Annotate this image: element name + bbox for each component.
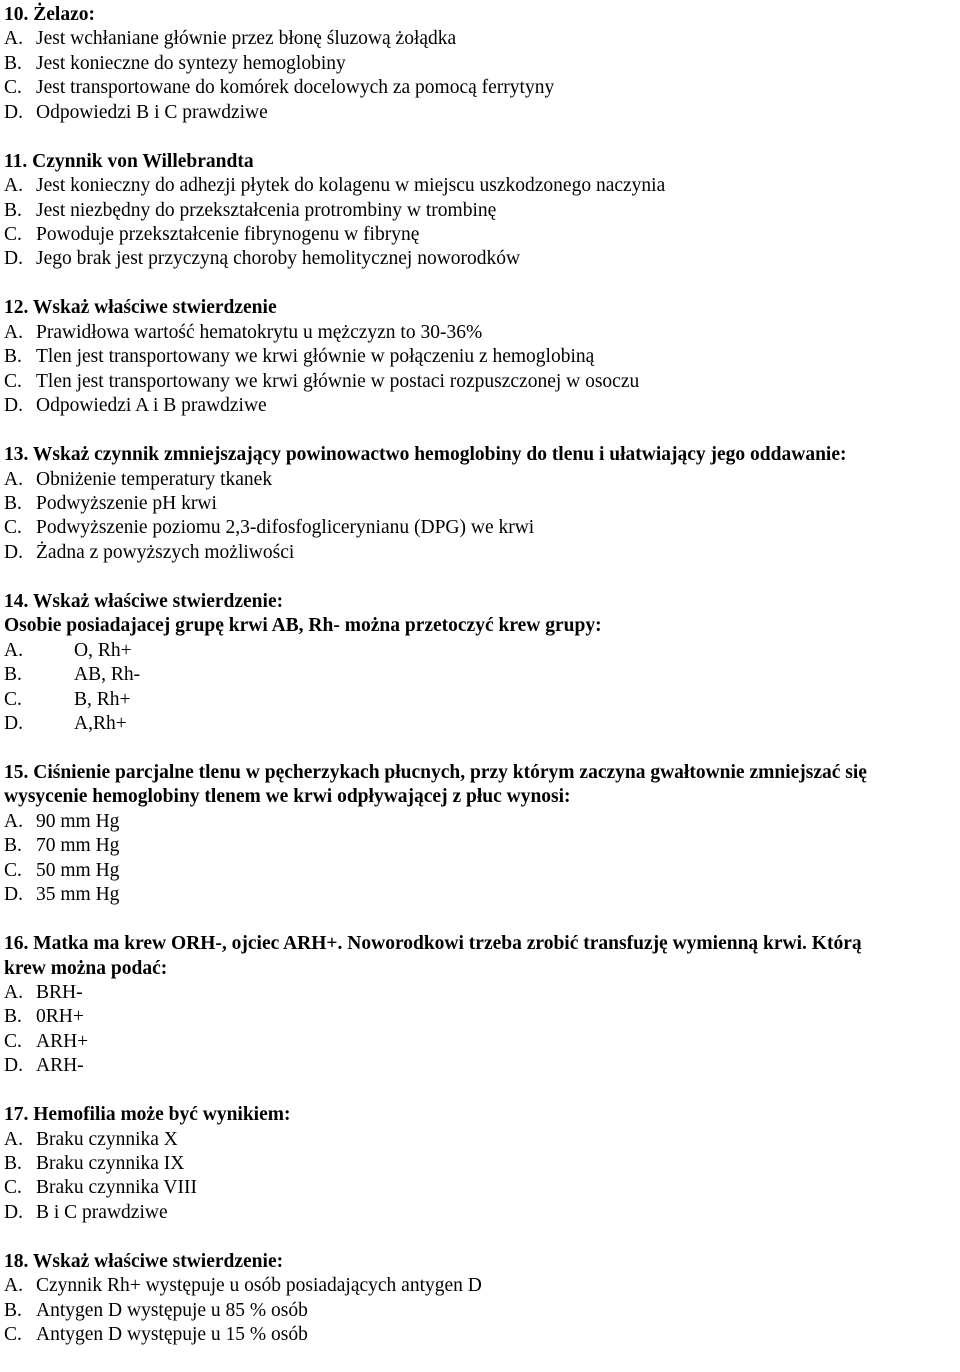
option-text: Antygen D występuje u 15 % osób — [36, 1324, 308, 1346]
answer-option-c — [4, 1323, 956, 1347]
answer-option-b — [4, 663, 956, 687]
option-text: Braku czynnika VIII — [36, 1177, 197, 1199]
option-text: Prawidłowa wartość hematokrytu u mężczyzn to 30-36% — [36, 321, 483, 343]
option-text: Jest konieczny do adhezji płytek do kolagenu w miejscu uszkodzonego naczynia — [36, 175, 666, 197]
option-text: 35 mm Hg — [36, 884, 120, 906]
option-letter: A. — [4, 810, 23, 832]
option-letter: A. — [4, 468, 23, 490]
option-text: Jest niezbędny do przekształcenia protrombiny w trombinę — [36, 199, 497, 221]
option-letter: D. — [4, 395, 23, 417]
answer-option-a — [4, 468, 956, 492]
option-text: Jest konieczne do syntezy hemoglobiny — [36, 52, 346, 74]
answer-option-a — [4, 1274, 956, 1298]
answer-option-b — [4, 492, 956, 516]
answer-option-d — [4, 1054, 956, 1078]
option-letter: C. — [4, 223, 22, 245]
option-letter: D. — [4, 101, 23, 123]
question-title: 14. Wskaż właściwe stwierdzenie: — [4, 590, 284, 612]
option-text: O, Rh+ — [74, 639, 132, 661]
answer-option-b — [4, 1005, 956, 1029]
option-text: Powoduje przekształcenie fibrynogenu w fibrynę — [36, 223, 420, 245]
answer-option-b — [4, 52, 956, 76]
option-letter: D. — [4, 884, 23, 906]
option-text: Odpowiedzi A i B prawdziwe — [36, 395, 267, 417]
option-text: BRH- — [36, 981, 83, 1003]
option-text: Czynnik Rh+ występuje u osób posiadających antygen D — [36, 1275, 482, 1297]
option-letter: B. — [4, 346, 22, 368]
option-letter: B. — [4, 835, 22, 857]
answer-option-a — [4, 174, 956, 198]
question-title: 17. Hemofilia może być wynikiem: — [4, 1104, 291, 1126]
option-text: B i C prawdziwe — [36, 1201, 168, 1223]
answer-option-d — [4, 101, 956, 125]
option-letter: C. — [4, 688, 22, 710]
answer-option-a — [4, 1128, 956, 1152]
question-subtitle: Osobie posiadajacej grupę krwi AB, Rh- można przetoczyć krew grupy: — [4, 615, 602, 637]
option-text: Obniżenie temperatury tkanek — [36, 468, 273, 490]
option-text: Braku czynnika IX — [36, 1153, 185, 1175]
option-text: Braku czynnika X — [36, 1128, 178, 1150]
option-letter: C. — [4, 517, 22, 539]
option-text: Podwyższenie pH krwi — [36, 492, 217, 514]
option-letter: D. — [4, 248, 23, 270]
question-title-line-2: wysycenie hemoglobiny tlenem we krwi odpływającej z płuc wynosi: — [4, 786, 571, 808]
answer-option-c — [4, 688, 956, 712]
answer-option-c — [4, 76, 956, 100]
question-title: 11. Czynnik von Willebrandta — [4, 150, 254, 172]
answer-option-d — [4, 247, 956, 271]
option-letter: A. — [4, 981, 23, 1003]
answer-option-a — [4, 27, 956, 51]
option-letter: B. — [4, 52, 22, 74]
option-text: 50 mm Hg — [36, 859, 120, 881]
question-13 — [4, 443, 956, 565]
option-text: Tlen jest transportowany we krwi głównie w postaci rozpuszczonej w osoczu — [36, 370, 640, 392]
question-18 — [4, 1250, 956, 1348]
option-letter: D. — [4, 712, 23, 734]
question-15 — [4, 761, 956, 907]
question-11 — [4, 150, 956, 272]
question-title-line-2: krew można podać: — [4, 957, 168, 979]
option-text: Odpowiedzi B i C prawdziwe — [36, 101, 268, 123]
answer-option-c — [4, 1176, 956, 1200]
option-letter: C. — [4, 370, 22, 392]
option-text: B, Rh+ — [74, 688, 131, 710]
option-text: Podwyższenie poziomu 2,3-difosfoglicerynianu (DPG) we krwi — [36, 517, 535, 539]
question-title-line-1: 15. Ciśnienie parcjalne tlenu w pęcherzykach płucnych, przy którym zaczyna gwałtownie zmniejszać się — [4, 762, 867, 783]
answer-option-d — [4, 541, 956, 565]
option-letter: C. — [4, 859, 22, 881]
option-letter: B. — [4, 492, 22, 514]
answer-option-b — [4, 834, 956, 858]
option-letter: B. — [4, 1299, 22, 1321]
option-letter: C. — [4, 1030, 22, 1052]
option-text: 90 mm Hg — [36, 810, 120, 832]
question-title: 10. Żelazo: — [4, 4, 95, 25]
option-text: 70 mm Hg — [36, 835, 120, 857]
answer-option-a — [4, 639, 956, 663]
answer-option-a — [4, 810, 956, 834]
option-letter: B. — [4, 1006, 22, 1028]
answer-option-a — [4, 981, 956, 1005]
option-text: ARH- — [36, 1055, 84, 1077]
question-16 — [4, 932, 956, 1078]
answer-option-d — [4, 1201, 956, 1225]
option-text: Jego brak jest przyczyną choroby hemolitycznej noworodków — [36, 248, 521, 270]
answer-option-b — [4, 199, 956, 223]
option-letter: C. — [4, 1324, 22, 1346]
option-letter: D. — [4, 541, 23, 563]
option-text: ARH+ — [36, 1030, 89, 1052]
answer-option-d — [4, 883, 956, 907]
question-17 — [4, 1103, 956, 1225]
option-letter: A. — [4, 639, 23, 661]
option-letter: A. — [4, 1128, 23, 1150]
option-text: A,Rh+ — [74, 712, 127, 734]
question-title: 12. Wskaż właściwe stwierdzenie — [4, 297, 277, 319]
answer-option-c — [4, 516, 956, 540]
option-text: Jest wchłaniane głównie przez błonę śluzową żołądka — [36, 28, 457, 50]
option-text: 0RH+ — [36, 1006, 84, 1028]
option-text: Jest transportowane do komórek docelowych za pomocą ferrytyny — [36, 77, 555, 99]
answer-option-a — [4, 321, 956, 345]
document-page — [4, 3, 956, 1372]
answer-option-c — [4, 859, 956, 883]
answer-option-d — [4, 712, 956, 736]
option-letter: C. — [4, 1177, 22, 1199]
option-letter: C. — [4, 77, 22, 99]
question-title: 18. Wskaż właściwe stwierdzenie: — [4, 1250, 284, 1272]
option-letter: A. — [4, 28, 23, 50]
option-text: AB, Rh- — [74, 664, 141, 686]
option-letter: D. — [4, 1201, 23, 1223]
option-text: Żadna z powyższych możliwości — [36, 541, 295, 563]
option-letter: B. — [4, 199, 22, 221]
option-letter: A. — [4, 321, 23, 343]
answer-option-b — [4, 1152, 956, 1176]
answer-option-c — [4, 370, 956, 394]
answer-option-d — [4, 394, 956, 418]
question-title-line-1: 16. Matka ma krew ORH-, ojciec ARH+. Noworodkowi trzeba zrobić transfuzję wymienną krwi. Którą — [4, 933, 862, 955]
option-letter: B. — [4, 1153, 22, 1175]
question-14 — [4, 590, 956, 736]
option-letter: A. — [4, 1275, 23, 1297]
answer-option-c — [4, 223, 956, 247]
answer-option-c — [4, 1030, 956, 1054]
question-10 — [4, 3, 956, 125]
option-letter: A. — [4, 175, 23, 197]
option-text: Antygen D występuje u 85 % osób — [36, 1299, 308, 1321]
option-letter: B. — [4, 664, 22, 686]
question-title: 13. Wskaż czynnik zmniejszający powinowactwo hemoglobiny do tlenu i ułatwiający jego oddawanie: — [4, 444, 847, 466]
answer-option-b — [4, 1299, 956, 1323]
question-12 — [4, 296, 956, 418]
option-text: Tlen jest transportowany we krwi głównie w połączeniu z hemoglobiną — [36, 346, 595, 368]
option-letter: D. — [4, 1055, 23, 1077]
answer-option-b — [4, 345, 956, 369]
